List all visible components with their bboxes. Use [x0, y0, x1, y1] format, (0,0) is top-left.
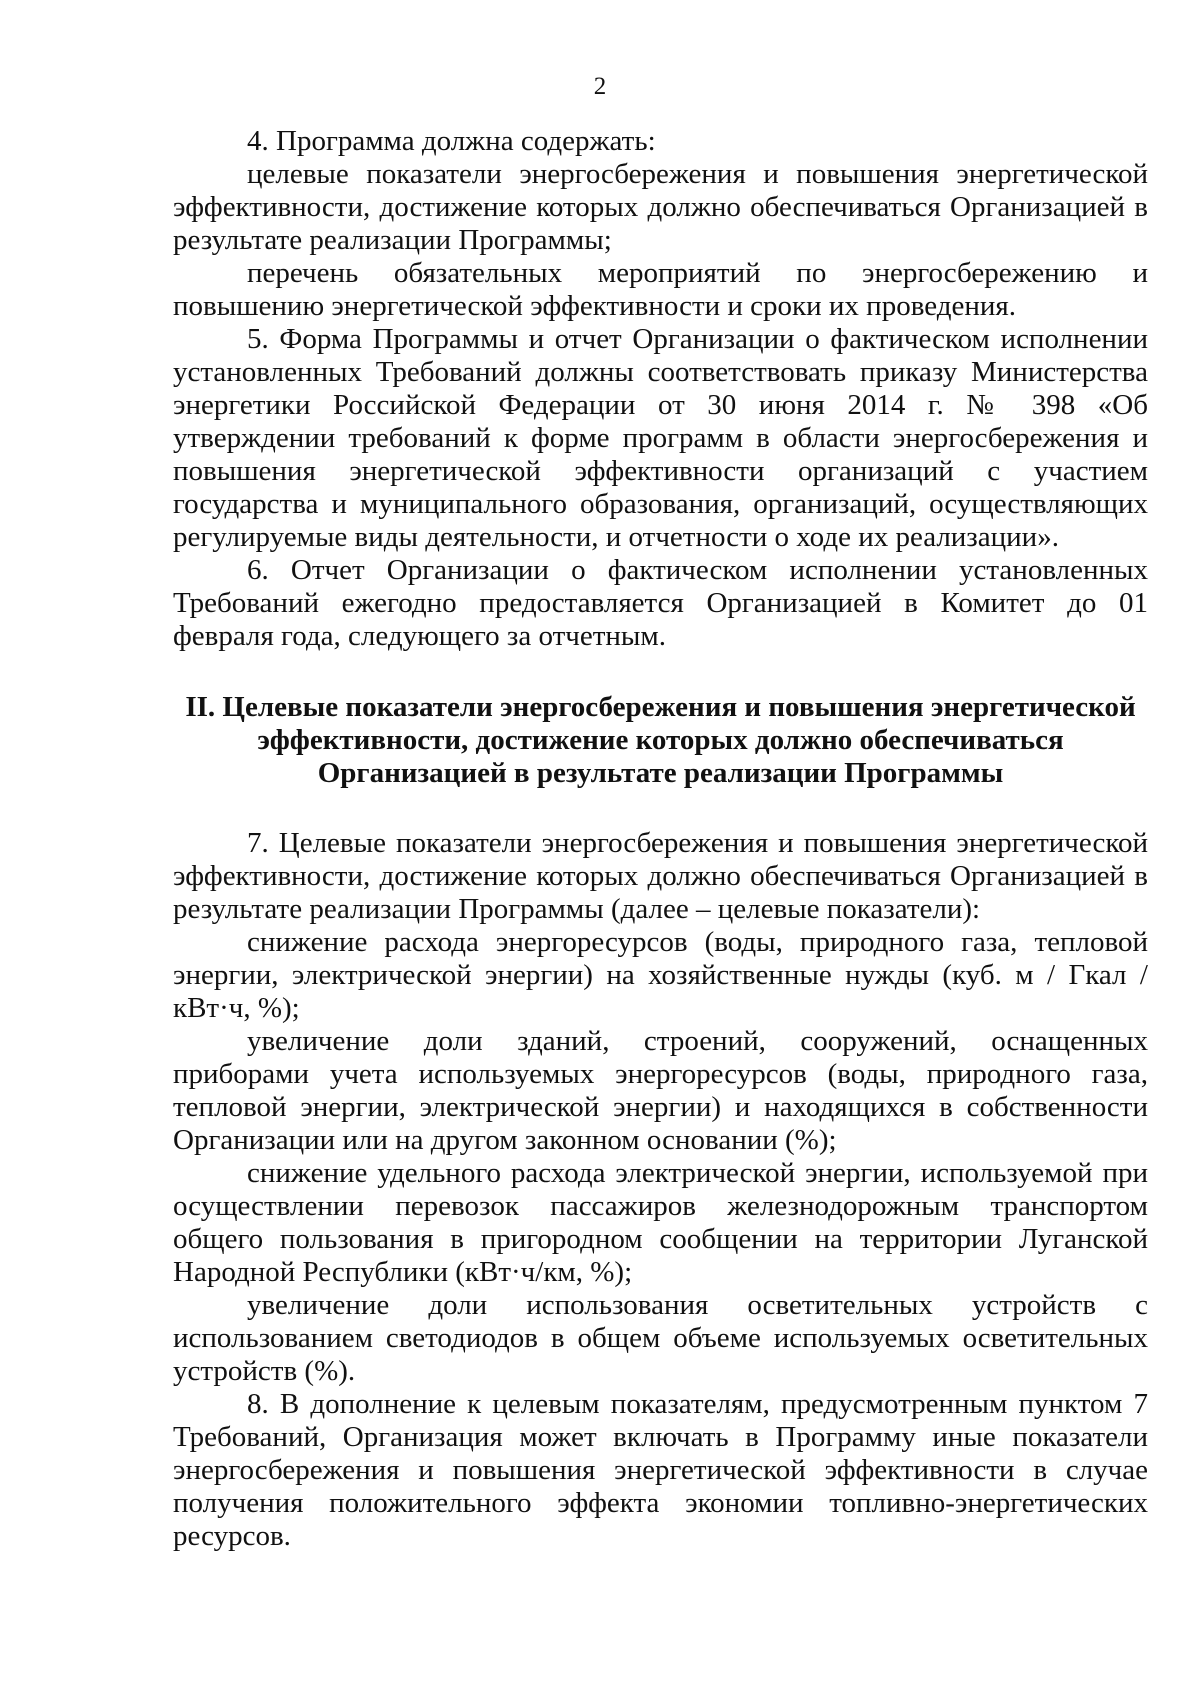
paragraph-4: 4. Программа должна содержать:	[247, 125, 656, 157]
target-item-consumption: снижение расхода энергоресурсов (воды, природного газа, тепловой энергии, электрической энергии) на хозяйственные нужды (куб. м / Гкал / кВт·ч, %);	[173, 926, 1148, 1024]
paragraph-4-item-targets: целевые показатели энергосбережения и повышения энергетической эффективности, достижение которых должно обеспечиваться Организацией в результате реализации Программы;	[173, 158, 1148, 256]
paragraph-8: 8. В дополнение к целевым показателям, предусмотренным пунктом 7 Требований, Организация может включать в Программу иные показатели энергосбережения и повышения энергетической эффективности в случае получения положительного эффекта экономии топливно-энергетических ресурсов.	[173, 1388, 1148, 1552]
document-body	[173, 125, 1148, 1553]
target-item-metering: увеличение доли зданий, строений, сооружений, оснащенных приборами учета используемых энергоресурсов (воды, природного газа, тепловой энергии, электрической энергии) и находящихся в собственности Организации или на другом законном основании (%);	[173, 1025, 1148, 1156]
paragraph-6: 6. Отчет Организации о фактическом исполнении установленных Требований ежегодно предоставляется Организацией в Комитет до 01 февраля года, следующего за отчетным.	[173, 554, 1148, 652]
target-item-railway-energy: снижение удельного расхода электрической энергии, используемой при осуществлении перевозок пассажиров железнодорожным транспортом общего пользования в пригородном сообщении на территории Луганской Народной Республики (кВт·ч/км, %);	[173, 1157, 1148, 1288]
section-heading-line: эффективности, достижение которых должно обеспечиваться	[257, 724, 1064, 756]
paragraph-7: 7. Целевые показатели энергосбережения и повышения энергетической эффективности, достижение которых должно обеспечиваться Организацией в результате реализации Программы (далее – целевые показатели):	[173, 827, 1148, 925]
page-number: 2	[593, 73, 607, 100]
section-heading-line: II. Целевые показатели энергосбережения и повышения энергетической	[185, 691, 1136, 723]
paragraph-4-item-measures: перечень обязательных мероприятий по энергосбережению и повышению энергетической эффективности и сроки их проведения.	[173, 257, 1148, 322]
paragraph-5: 5. Форма Программы и отчет Организации о фактическом исполнении установленных Требований должны соответствовать приказу Министерства энергетики Российской Федерации от 30 июня 2014 г. № 398 «Об утверждении требований к форме программ в области энергосбережения и повышения энергетической эффективности организаций с участием государства и муниципального образования, организаций, осуществляющих регулируемые виды деятельности, и отчетности о ходе их реализации».	[173, 323, 1148, 553]
section-heading	[173, 691, 1148, 790]
section-heading-line: Организацией в результате реализации Программы	[317, 757, 1004, 789]
target-item-led-lighting: увеличение доли использования осветительных устройств с использованием светодиодов в общем объеме используемых осветительных устройств (%).	[173, 1289, 1148, 1387]
